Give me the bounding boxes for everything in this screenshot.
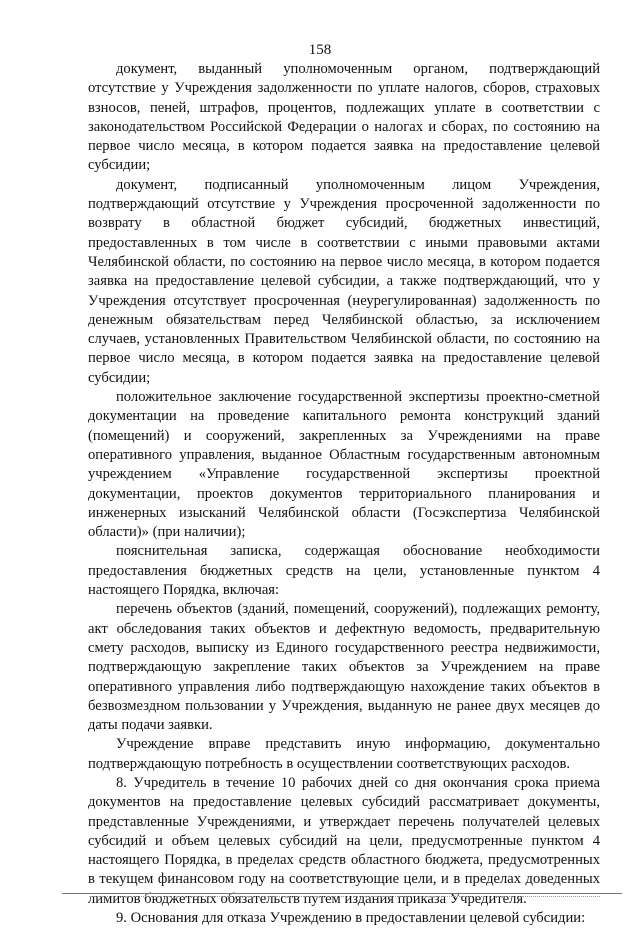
bottom-scan-line-dotted [90,896,600,897]
page-number: 158 [308,42,332,58]
paragraph-expert-conclusion: положительное заключение государственной экспертизы проектно-сметной документации на проведение капитального ремонта конструкций зданий (помещений) и сооружений, закрепленных за Учреждениями на праве оперативного управления, выданное Областным государственным автономным учреждением «Управление государственной экспертизы проектной документации, проектов документов территориального планирования и инженерных изысканий Челябинской области (Госэкспертиза Челябинской области)» (при наличии); [88,389,600,541]
paragraph-item-8: 8. Учредитель в течение 10 рабочих дней со дня окончания срока приема документов на предоставление целевых субсидий рассматривает документы, представленные Учреждениями, и утверждает перечень получателей целевых субсидий и объем целевых субсидий на цели, предусмотренные пунктом 4 настоящего Порядка, в пределах средств областного бюджета, предусмотренных в текущем финансовом году на соответствующие цели, и в пределах доведенных лимитов бюджетных обязательств путем издания приказа Учредителя. [88,774,600,907]
paragraph-no-overdue-debt: документ, подписанный уполномоченным лицом Учреждения, подтверждающий отсутствие у Учреждения просроченной задолженности по возврату в областной бюджет субсидий, бюджетных инвестиций, предоставленных в том числе в соответствии с иными правовыми актами Челябинской области, по состоянию на первое число месяца, в котором подается заявка на предоставление целевой субсидии, а также подтверждающий, что у Учреждения отсутствует просроченная (неурегулированная) задолженность по денежным обязательствам перед Челябинской областью, за исключением случаев, установленных Правительством Челябинской области, по состоянию на первое число месяца, в котором подается заявка на предоставление целевой субсидии; [88,176,600,386]
document-body [88,60,600,928]
paragraph-additional-info: Учреждение вправе представить иную информацию, документально подтверждающую потребность в осуществлении соответствующих расходов. [88,736,600,772]
paragraph-item-9: 9. Основания для отказа Учреждению в предоставлении целевой субсидии: [116,910,586,927]
paragraph-object-list: перечень объектов (зданий, помещений, сооружений), подлежащих ремонту, акт обследования таких объектов и дефектную ведомость, предварительную смету расходов, выписку из Единого государственного реестра недвижимости, подтверждающую закрепление таких объектов за Учреждением на праве оперативного управления либо подтверждающую нахождение таких объектов в безвозмездном пользовании у Учреждения, выданную не ранее двух месяцев до даты подачи заявки. [88,601,600,734]
bottom-scan-line [62,893,622,894]
paragraph-tax-certificate: документ, выданный уполномоченным органом, подтверждающий отсутствие у Учреждения задолженности по уплате налогов, сборов, страховых взносов, пеней, штрафов, процентов, подлежащих уплате в соответствии с законодательством Российской Федерации о налогах и сборах, по состоянию на первое число месяца, в котором подается заявка на предоставление целевой субсидии; [88,61,600,174]
paragraph-explanatory-note: пояснительная записка, содержащая обоснование необходимости предоставления бюджетных средств на цели, установленные пунктом 4 настоящего Порядка, включая: [88,543,600,599]
